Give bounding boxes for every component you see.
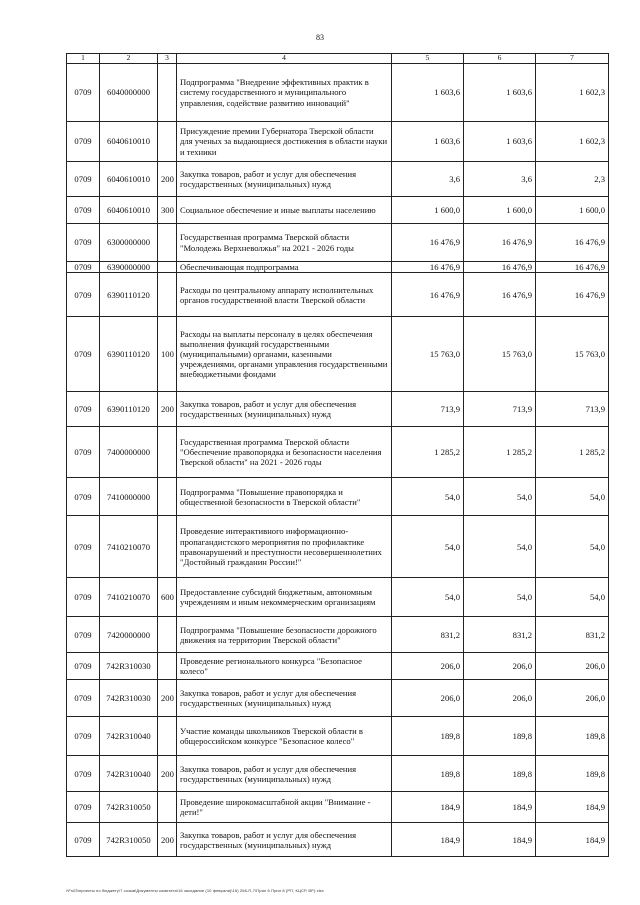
amount-col5: 184,9 (392, 792, 464, 823)
table-row (67, 122, 609, 162)
expense-type-code (158, 516, 177, 578)
expense-type-code (158, 262, 177, 273)
amount-col5: 713,9 (392, 392, 464, 427)
column-header: 4 (177, 54, 392, 64)
table-row (67, 478, 609, 516)
section-code: 0709 (67, 317, 100, 392)
amount-col7: 54,0 (536, 516, 609, 578)
amount-col7: 16 476,9 (536, 224, 609, 262)
table-row (67, 64, 609, 122)
amount-col6: 1 603,6 (464, 64, 536, 122)
target-article-code: 6390110120 (100, 392, 158, 427)
target-article-code: 6040000000 (100, 64, 158, 122)
table-row (67, 317, 609, 392)
target-article-code: 6040610010 (100, 197, 158, 224)
table-row (67, 717, 609, 756)
item-name: Проведение регионального конкурса "Безопасное колесо" (177, 653, 392, 680)
amount-col5: 16 476,9 (392, 273, 464, 317)
amount-col6: 184,9 (464, 792, 536, 823)
expense-type-code: 200 (158, 680, 177, 717)
amount-col7: 189,8 (536, 717, 609, 756)
item-name: Подпрограмма "Повышение правопорядка и общественной безопасности в Тверской области" (177, 478, 392, 516)
amount-col7: 1 285,2 (536, 427, 609, 478)
target-article-code: 7420000000 (100, 617, 158, 653)
expense-type-code (158, 617, 177, 653)
column-header: 6 (464, 54, 536, 64)
amount-col7: 713,9 (536, 392, 609, 427)
section-code: 0709 (67, 162, 100, 197)
target-article-code: 6390110120 (100, 317, 158, 392)
amount-col6: 3,6 (464, 162, 536, 197)
amount-col6: 54,0 (464, 578, 536, 617)
expense-type-code (158, 64, 177, 122)
section-code: 0709 (67, 262, 100, 273)
amount-col6: 54,0 (464, 478, 536, 516)
amount-col5: 189,8 (392, 756, 464, 792)
amount-col6: 1 603,6 (464, 122, 536, 162)
amount-col5: 15 763,0 (392, 317, 464, 392)
amount-col5: 54,0 (392, 516, 464, 578)
target-article-code: 6390110120 (100, 273, 158, 317)
amount-col7: 1 602,3 (536, 64, 609, 122)
amount-col5: 189,8 (392, 717, 464, 756)
amount-col6: 15 763,0 (464, 317, 536, 392)
target-article-code: 7410210070 (100, 516, 158, 578)
amount-col6: 206,0 (464, 653, 536, 680)
column-header: 1 (67, 54, 100, 64)
item-name: Закупка товаров, работ и услуг для обеспечения государственных (муниципальных) нужд (177, 162, 392, 197)
table-row (67, 273, 609, 317)
target-article-code: 6040610010 (100, 162, 158, 197)
amount-col6: 206,0 (464, 680, 536, 717)
section-code: 0709 (67, 392, 100, 427)
column-header: 2 (100, 54, 158, 64)
amount-col6: 713,9 (464, 392, 536, 427)
amount-col5: 1 600,0 (392, 197, 464, 224)
amount-col5: 184,9 (392, 823, 464, 857)
expense-type-code (158, 427, 177, 478)
amount-col5: 206,0 (392, 653, 464, 680)
table-row (67, 578, 609, 617)
amount-col7: 1 602,3 (536, 122, 609, 162)
amount-col7: 189,8 (536, 756, 609, 792)
amount-col7: 206,0 (536, 653, 609, 680)
table-row (67, 392, 609, 427)
item-name: Присуждение премии Губернатора Тверской области для ученых за выдающиеся достижения в области науки и техники (177, 122, 392, 162)
item-name: Расходы по центральному аппарату исполнительных органов государственной власти Тверской области (177, 273, 392, 317)
column-header: 7 (536, 54, 609, 64)
item-name: Подпрограмма "Внедрение эффективных практик в систему государственного и муниципального управления, содействие развитию инноваций" (177, 64, 392, 122)
amount-col7: 54,0 (536, 478, 609, 516)
amount-col5: 1 603,6 (392, 64, 464, 122)
column-header: 3 (158, 54, 177, 64)
item-name: Обеспечивающая подпрограмма (177, 262, 392, 273)
amount-col7: 16 476,9 (536, 273, 609, 317)
expense-type-code: 200 (158, 823, 177, 857)
item-name: Закупка товаров, работ и услуг для обеспечения государственных (муниципальных) нужд (177, 392, 392, 427)
expense-type-code: 200 (158, 756, 177, 792)
target-article-code: 6390000000 (100, 262, 158, 273)
target-article-code: 742R310050 (100, 792, 158, 823)
expense-type-code (158, 478, 177, 516)
table-row (67, 224, 609, 262)
item-name: Закупка товаров, работ и услуг для обеспечения государственных (муниципальных) нужд (177, 756, 392, 792)
expense-type-code (158, 717, 177, 756)
amount-col7: 831,2 (536, 617, 609, 653)
amount-col7: 16 476,9 (536, 262, 609, 273)
target-article-code: 6040610010 (100, 122, 158, 162)
table-row (67, 823, 609, 857)
item-name: Государственная программа Тверской области "Молодежь Верхневолжья" на 2021 - 2026 годы (177, 224, 392, 262)
expense-type-code: 200 (158, 392, 177, 427)
expense-type-code (158, 273, 177, 317)
table-row (67, 617, 609, 653)
amount-col5: 831,2 (392, 617, 464, 653)
target-article-code: 7410000000 (100, 478, 158, 516)
amount-col6: 831,2 (464, 617, 536, 653)
section-code: 0709 (67, 823, 100, 857)
file-path-footer: \\Fs03\проекты по бюджету\7 созыв\Документы комитета\16 заседание (10 февраля)\16) 266-П-7\Прил 6 Прил 8 (РП, КЦСР, ВР).xlsx (66, 888, 324, 893)
item-name: Закупка товаров, работ и услуг для обеспечения государственных (муниципальных) нужд (177, 680, 392, 717)
section-code: 0709 (67, 224, 100, 262)
table-row (67, 792, 609, 823)
target-article-code: 7410210070 (100, 578, 158, 617)
expense-type-code: 200 (158, 162, 177, 197)
table-row (67, 680, 609, 717)
expense-type-code (158, 224, 177, 262)
expense-type-code (158, 122, 177, 162)
amount-col7: 184,9 (536, 792, 609, 823)
target-article-code: 742R310040 (100, 717, 158, 756)
item-name: Проведение интерактивного информационно-пропагандистского мероприятия по профилактике правонарушений и преступности несовершеннолетних "Достойный гражданин России!" (177, 516, 392, 578)
section-code: 0709 (67, 427, 100, 478)
amount-col6: 189,8 (464, 717, 536, 756)
amount-col7: 2,3 (536, 162, 609, 197)
amount-col5: 3,6 (392, 162, 464, 197)
amount-col5: 206,0 (392, 680, 464, 717)
section-code: 0709 (67, 717, 100, 756)
section-code: 0709 (67, 197, 100, 224)
page-number: 83 (316, 33, 324, 42)
column-header: 5 (392, 54, 464, 64)
section-code: 0709 (67, 792, 100, 823)
amount-col5: 54,0 (392, 478, 464, 516)
amount-col6: 16 476,9 (464, 262, 536, 273)
table-row (67, 516, 609, 578)
target-article-code: 742R310030 (100, 680, 158, 717)
amount-col5: 16 476,9 (392, 262, 464, 273)
target-article-code: 742R310050 (100, 823, 158, 857)
amount-col7: 54,0 (536, 578, 609, 617)
section-code: 0709 (67, 680, 100, 717)
expense-type-code: 100 (158, 317, 177, 392)
table-row (67, 162, 609, 197)
table-row (67, 197, 609, 224)
section-code: 0709 (67, 64, 100, 122)
amount-col5: 16 476,9 (392, 224, 464, 262)
item-name: Социальное обеспечение и иные выплаты населению (177, 197, 392, 224)
amount-col6: 1 600,0 (464, 197, 536, 224)
target-article-code: 6300000000 (100, 224, 158, 262)
budget-table (66, 53, 609, 857)
amount-col5: 1 603,6 (392, 122, 464, 162)
table-row (67, 756, 609, 792)
amount-col6: 16 476,9 (464, 273, 536, 317)
amount-col6: 54,0 (464, 516, 536, 578)
table-row (67, 653, 609, 680)
amount-col6: 189,8 (464, 756, 536, 792)
section-code: 0709 (67, 756, 100, 792)
section-code: 0709 (67, 578, 100, 617)
item-name: Подпрограмма "Повышение безопасности дорожного движения на территории Тверской области" (177, 617, 392, 653)
amount-col7: 184,9 (536, 823, 609, 857)
expense-type-code: 300 (158, 197, 177, 224)
amount-col7: 15 763,0 (536, 317, 609, 392)
section-code: 0709 (67, 516, 100, 578)
section-code: 0709 (67, 478, 100, 516)
item-name: Государственная программа Тверской области "Обеспечение правопорядка и безопасности населения Тверской области" на 2021 - 2026 годы (177, 427, 392, 478)
expense-type-code: 600 (158, 578, 177, 617)
section-code: 0709 (67, 653, 100, 680)
section-code: 0709 (67, 617, 100, 653)
item-name: Закупка товаров, работ и услуг для обеспечения государственных (муниципальных) нужд (177, 823, 392, 857)
item-name: Предоставление субсидий бюджетным, автономным учреждениям и иным некоммерческим организациям (177, 578, 392, 617)
table-row (67, 427, 609, 478)
amount-col6: 16 476,9 (464, 224, 536, 262)
amount-col6: 1 285,2 (464, 427, 536, 478)
expense-type-code (158, 792, 177, 823)
amount-col6: 184,9 (464, 823, 536, 857)
target-article-code: 742R310040 (100, 756, 158, 792)
table-row (67, 262, 609, 273)
table-header-row (67, 54, 609, 64)
target-article-code: 742R310030 (100, 653, 158, 680)
item-name: Участие команды школьников Тверской области в общероссийском конкурсе "Безопасное колесо" (177, 717, 392, 756)
item-name: Расходы на выплаты персоналу в целях обеспечения выполнения функций государственными (муниципальными) органами, казенными учреждениями, органами управления государственными внебюджетными фондами (177, 317, 392, 392)
section-code: 0709 (67, 122, 100, 162)
section-code: 0709 (67, 273, 100, 317)
target-article-code: 7400000000 (100, 427, 158, 478)
amount-col7: 206,0 (536, 680, 609, 717)
item-name: Проведение широкомасштабной акции "Внимание - дети!" (177, 792, 392, 823)
expense-type-code (158, 653, 177, 680)
amount-col5: 1 285,2 (392, 427, 464, 478)
amount-col7: 1 600,0 (536, 197, 609, 224)
amount-col5: 54,0 (392, 578, 464, 617)
